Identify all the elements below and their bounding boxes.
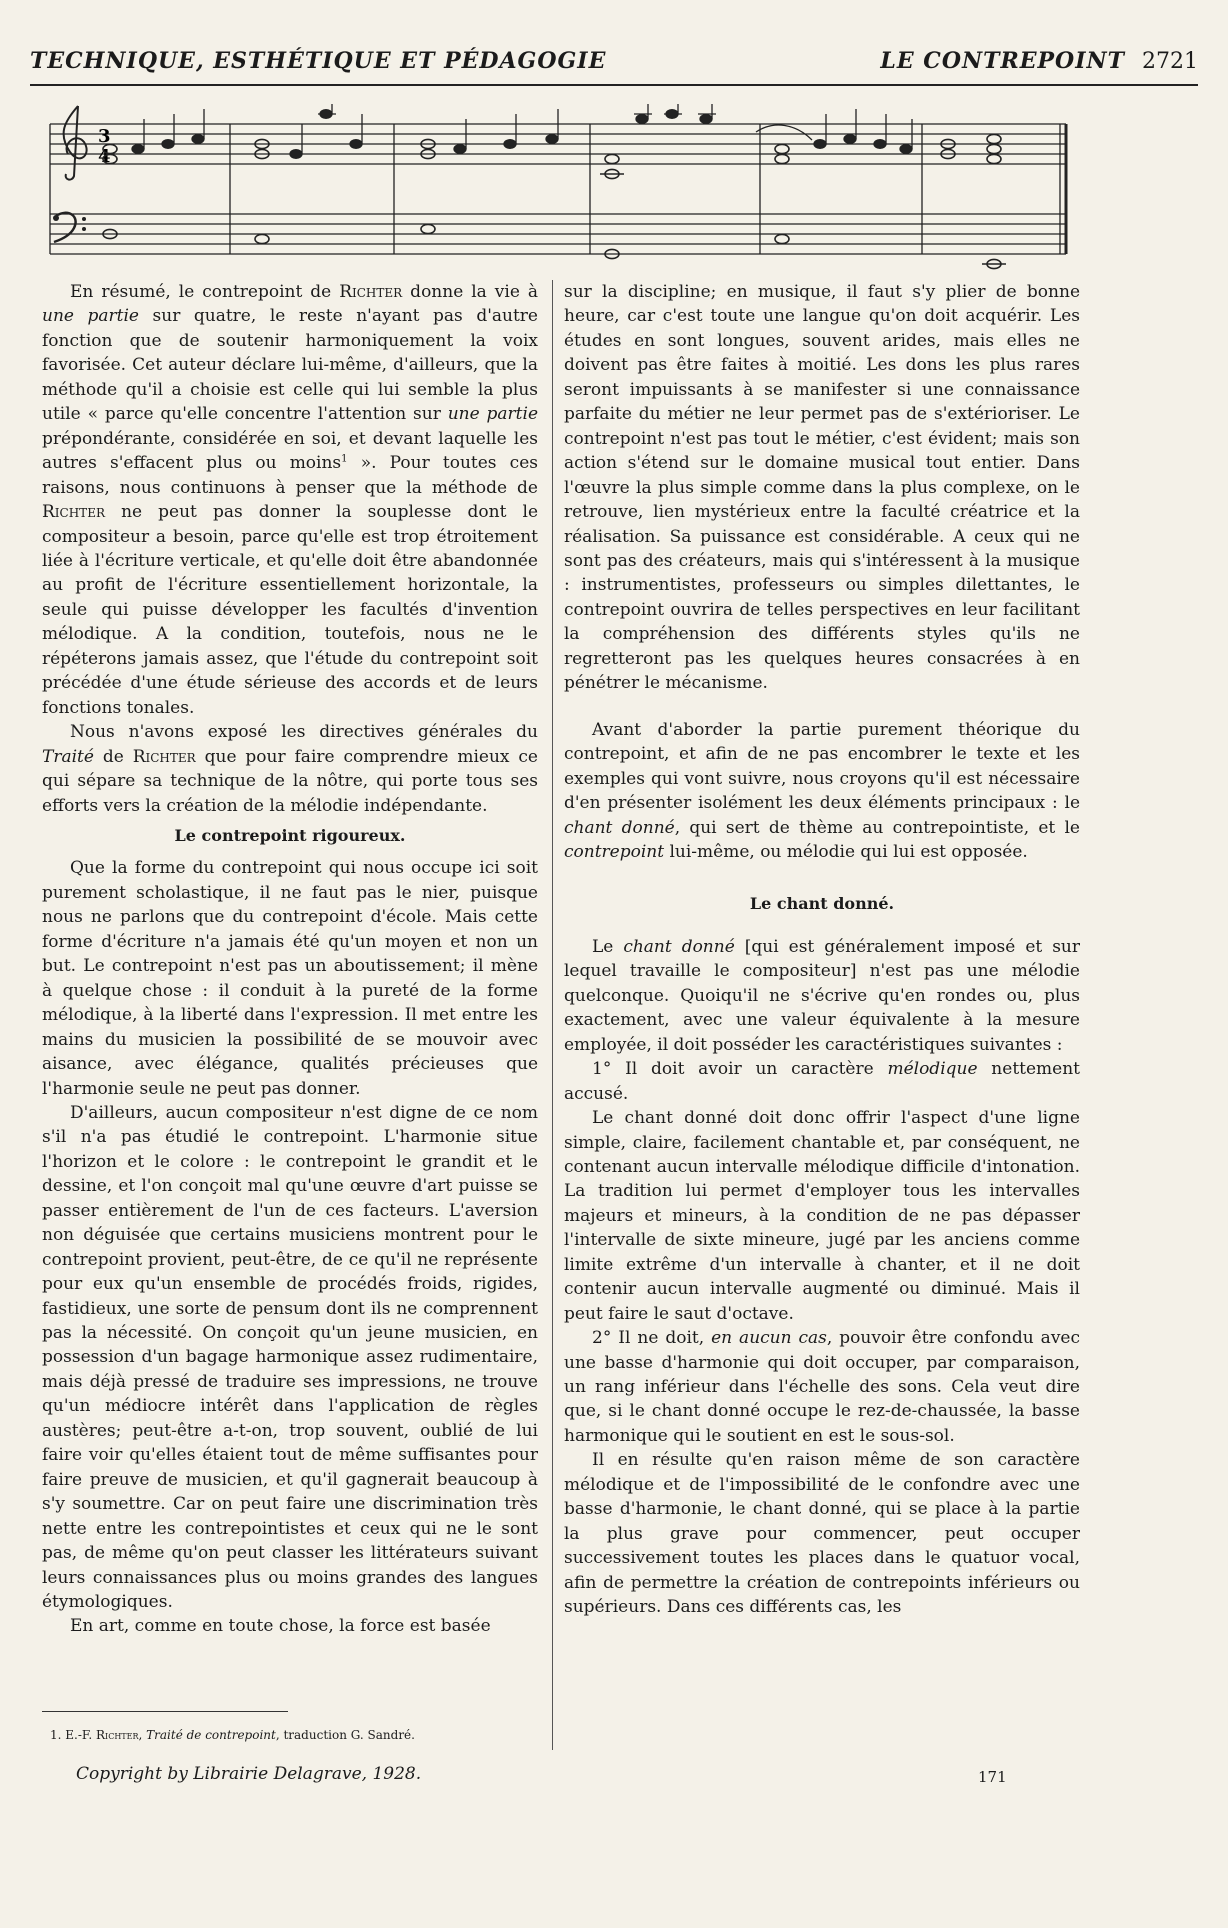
paragraph: D'ailleurs, aucun compositeur n'est digne de ce nom s'il n'a pas étudié le contrepoint. L'harmonie situe l'horizon et le colore : le contrepoint le grandit et le dessine, et l'on conçoit mal qu'une œuvre d'art puisse se passer entièrement de l'un de ces facteurs. L'aversion non déguisée que certains musiciens montrent pour le contrepoint provient, peut-être, de ce qu'il ne représente pour eux qu'un ensemble de procédés froids, rigides, fastidieux, une sorte de pensum dont ils ne comprennent pas la nécessité. On conçoit qu'un jeune musicien, en possession d'un bagage harmonique assez rudimentaire, mais déjà pressé de traduire ses impressions, ne trouve qu'un médiocre intérêt dans l'application de règles austères; peut-être a-t-on, trop souvent, oublié de lui faire voir qu'elles étaient tout de même suffisantes pour faire preuve de musicien, et qu'il gagnerait beaucoup à s'y soumettre. Car on peut faire une discrimination très nette entre les contrepointistes et ceux qui ne le sont pas, de même qu'on peut classer les littérateurs suivant leurs connaissances plus ou moins grandes des langues étymologiques. <box>42 1102 538 1613</box>
section-heading: Le contrepoint rigoureux. <box>174 825 406 845</box>
footnote-rule <box>42 1711 288 1712</box>
paragraph: Il en résulte qu'en raison même de son caractère mélodique et de l'impossibilité de le confondre avec une basse d'harmonie, le chant donné, qui se place à la partie la plus grave pour commencer, peut occuper successivement toutes les places dans le quatuor vocal, afin de permettre la création de contrepoints inférieurs ou supérieurs. Dans ces différents cas, les <box>564 1450 1080 1618</box>
copyright-notice: Copyright by Librairie Delagrave, 1928. <box>76 1764 422 1784</box>
paragraph: En résumé, le contrepoint de Richter donne la vie à une partie sur quatre, le reste n'ayant pas d'autre fonction que de soutenir harmoniquement la voix favorisée. Cet auteur déclare lui-même, d'ailleurs, que la méthode qu'il a choisie est celle qui lui semble la plus utile « parce qu'elle concentre l'attention sur une partie prépondérante, considérée en soi, et devant laquelle les autres s'effacent plus ou moins$^1$ ». Pour toutes ces raisons, nous continuons à penser que la méthode de Richter ne peut pas donner la souplesse dont le compositeur a besoin, parce qu'elle est trop étroitement liée à l'écriture verticale, et qu'elle doit être abandonnée au profit de l'écriture essentiellement horizontale, la seule qui puisse développer les facultés d'invention mélodique. A la condition, toutefois, nous ne le répéterons jamais assez, que l'étude du contrepoint soit précédée d'une étude sérieuse des accords et de leurs fonctions tonales. <box>42 282 539 718</box>
header-page-number: 2721 <box>1142 49 1198 74</box>
paragraph: 1° Il doit avoir un caractère mélodique nettement accusé. <box>564 1059 1080 1104</box>
footnote: 1. E.-F. Richter, Traité de contrepoint, traduction G. Sandré. <box>50 1728 415 1742</box>
paragraph: 2° Il ne doit, en aucun cas, pouvoir être confondu avec une basse d'harmonie qui doit occuper, par comparaison, un rang inférieur dans l'échelle des sons. Cela veut dire que, si le chant donné occupe le rez-de-chaussée, la basse harmonique qui le soutient en est le sous-sol. <box>564 1328 1081 1446</box>
header-chapter-title: LE CONTREPOINT <box>880 48 1125 74</box>
paragraph: Le chant donné doit donc offrir l'aspect d'une ligne simple, claire, facilement chantable et, par conséquent, ne contenant aucun intervalle mélodique difficile d'intonation. La tradition lui permet d'employer tous les intervalles majeurs et mineurs, à la condition de ne pas dépasser l'intervalle de sixte mineure, jugé par les anciens comme limite extrême d'un intervalle à chanter, et il ne doit contenir aucun intervalle augmenté ou diminué. Mais il peut faire le saut d'octave. <box>564 1108 1080 1324</box>
left-column <box>42 280 538 1639</box>
music-example <box>40 104 1076 270</box>
author-name: Richter <box>132 746 196 767</box>
paragraph: Le chant donné [qui est généralement imposé et sur lequel travaille le compositeur] n'est pas une mélodie quelconque. Quoiqu'il ne s'écrive qu'en rondes ou, plus exactement, avec une valeur équivalente à la mesure employée, il doit posséder les caractéristiques suivantes : <box>564 936 1080 1055</box>
folio-number: 171 <box>978 1768 1007 1786</box>
right-column <box>564 280 1080 1620</box>
running-header <box>30 48 1198 82</box>
time-signature-denominator: 4 <box>98 146 111 167</box>
column-divider <box>552 280 553 1750</box>
author-name: Richter <box>339 282 403 302</box>
paragraph: Avant d'aborder la partie purement théorique du contrepoint, et afin de ne pas encombrer le texte et les exemples qui vont suivre, nous croyons qu'il est nécessaire d'en présenter isolément les deux éléments principaux : le chant donné, qui sert de thème au contrepointiste, et le contrepoint lui-même, ou mélodie qui lui est opposée. <box>564 719 1080 862</box>
author-name: Richter <box>42 502 105 523</box>
paragraph: En art, comme en toute chose, la force est basée <box>70 1616 491 1637</box>
paragraph: Nous n'avons exposé les directives générales du Traité de Richter que pour faire comprendre mieux ce qui sépare sa technique de la nôtre, qui porte tous ses efforts vers la création de la mélodie indépendante. <box>42 722 538 816</box>
paragraph: Que la forme du contrepoint qui nous occupe ici soit purement scholastique, il ne faut pas le nier, puisque nous ne parlons que du contrepoint d'école. Mais cette forme d'écriture n'a jamais été qu'un moyen et non un but. Le contrepoint n'est pas un aboutissement; il mène à quelque chose : il conduit à la pureté de la forme mélodique, à la liberté dans l'expression. Il met entre les mains du musicien la possibilité de se mouvoir avec aisance, avec élégance, qualités précieuses que l'harmonie seule ne peut pas donner. <box>42 858 538 1099</box>
header-rule <box>30 84 1198 86</box>
header-right <box>880 48 1198 74</box>
section-heading: Le chant donné. <box>749 894 895 914</box>
time-signature-numerator: 3 <box>98 126 111 147</box>
paragraph: sur la discipline; en musique, il faut s'y plier de bonne heure, car c'est toute une langue qu'on doit acquérir. Les études en sont longues, souvent arides, mais elles ne doivent pas être faites à moitié. Les dons les plus rares seront impuissants à se manifester si une connaissance parfaite du métier ne leur permet pas de s'extérioriser. Le contrepoint n'est pas tout le métier, c'est évident; mais son action s'étend sur le domaine musical tout entier. Dans l'œuvre la plus simple comme dans la plus complexe, on le retrouve, lien mystérieux entre la faculté créatrice et la réalisation. Sa puissance est considérable. A ceux qui ne sont pas des créateurs, mais qui s'intéressent à la musique : instrumentistes, professeurs ou simples dilettantes, le contrepoint ouvrira de telles perspectives en leur facilitant la compréhension des différents styles qu'ils ne regretteront pas les quelques heures consacrées à en pénétrer le mécanisme. <box>564 282 1080 694</box>
header-section-title: TECHNIQUE, ESTHÉTIQUE ET PÉDAGOGIE <box>30 48 607 74</box>
footnote-ref: 1 <box>341 453 348 465</box>
